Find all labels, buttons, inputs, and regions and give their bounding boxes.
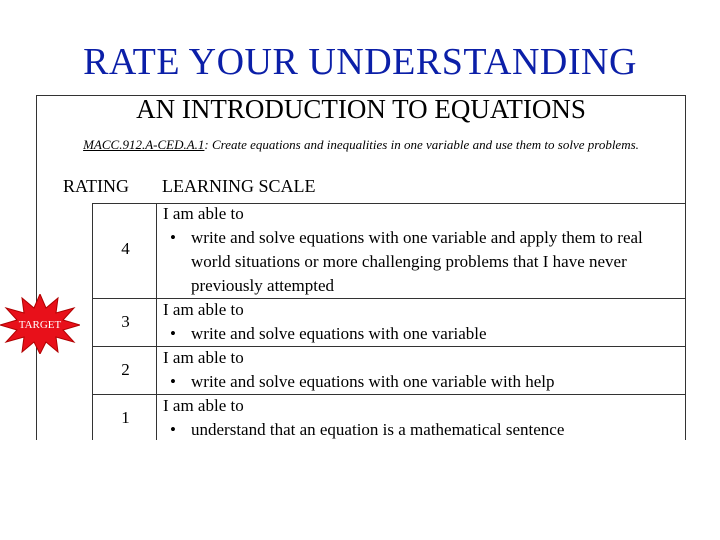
row-divider [93,394,157,395]
target-label: TARGET [18,319,62,331]
lesson-title: AN INTRODUCTION TO EQUATIONS [136,94,586,124]
scale-entry-4 [163,202,683,298]
bullet-icon: • [170,420,176,439]
learning-scale-column [156,203,686,440]
scale-entry-3 [163,298,683,346]
scale-description: write and solve equations with one variable [191,324,487,343]
standard-description: : Create equations and inequalities in one variable and use them to solve problems. [204,137,639,152]
scale-lead: I am able to [163,348,244,367]
scale-description: write and solve equations with one variable with help [191,372,555,391]
row-divider [93,298,157,299]
row-divider [93,346,157,347]
scale-lead: I am able to [163,300,244,319]
scale-description: write and solve equations with one variable and apply them to real world situations or more challenging problems that I have never previously attempted [191,228,643,295]
standard-text [46,136,676,154]
scale-entry-2 [163,346,683,394]
target-starburst-icon [0,294,80,354]
page-title: RATE YOUR UNDERSTANDING [83,41,637,83]
rating-value-4: 4 [121,239,130,258]
scale-lead: I am able to [163,204,244,223]
rating-value-1: 1 [121,408,130,427]
rating-column [92,203,157,440]
bullet-icon: • [170,228,176,247]
bullet-icon: • [170,324,176,343]
rating-value-3: 3 [121,312,130,331]
scale-description: understand that an equation is a mathematical sentence [191,420,565,439]
standard-code[interactable]: MACC.912.A-CED.A.1 [83,137,205,152]
scale-lead: I am able to [163,396,244,415]
rating-header: RATING [63,176,129,196]
bullet-icon: • [170,372,176,391]
rating-value-2: 2 [121,360,130,379]
learning-scale-header: LEARNING SCALE [162,176,316,196]
scale-entry-1 [163,394,683,442]
